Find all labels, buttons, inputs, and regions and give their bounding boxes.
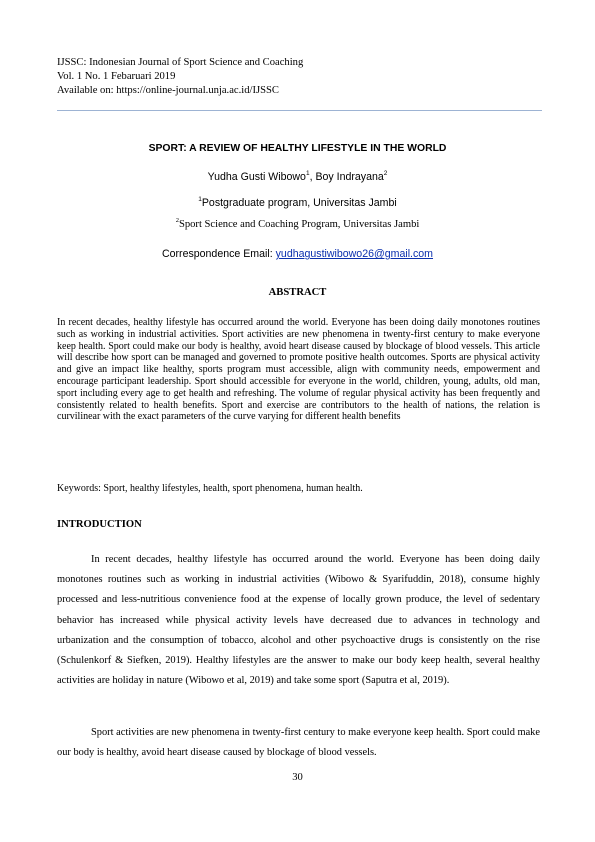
introduction-paragraph: Sport activities are new phenomena in twenty-first century to make everyone keep health. Sport could make our body is healthy, avoid heart disease caused by blockage of blood vessels. <box>57 727 540 759</box>
correspondence-email-link[interactable]: yudhagustiwibowo26@gmail.com <box>275 248 434 260</box>
correspondence <box>0 248 595 260</box>
correspondence-label: Correspondence Email: <box>161 248 276 260</box>
author-superscript: 2 <box>383 170 388 177</box>
header-divider <box>57 110 542 111</box>
abstract-body: In recent decades, healthy lifestyle has occurred around the world. Everyone has been doing daily monotones routines such as working in industrial activities. Sport activities are new phenomena in twenty-first century to make everyone keep health. Sport could make our body is healthy, avoid heart disease caused by blockage of blood vessels. This article will describe how sport can be managed and governed to promote positive health outcomes. Sports are physical activity and give an impact like healthy, sports program must accessible, align with community needs, empowerment and encourage participant leadership. Sport should accessible for everyone in the world, children, young, adults, old man, sport including every age to get health and refreshing. The volume of regular physical activity has been frequently and consistently related to health benefits. Sport and exercise are contributors to the health of nations, the relation is curvilinear with the exact parameters of the curve varying for different health benefits <box>57 317 540 423</box>
article-title: SPORT: A REVIEW OF HEALTHY LIFESTYLE IN THE WORLD <box>148 143 447 154</box>
affiliation-text: Sport Science and Coaching Program, Universitas Jambi <box>178 219 420 230</box>
affiliation-superscript: 2 <box>175 217 179 224</box>
introduction-paragraph: In recent decades, healthy lifestyle has occurred around the world. Everyone has been doing daily monotones routines such as working in industrial activities (Wibowo & Syarifuddin, 2018), consume highly processed and less-nutritious convenience food at the expense of locally grown produce, the level of sedentary behavior has increased while physical activity levels have decreased due to advances in technology and urbanization and the consumption of tobacco, alcohol and other psychoactive drugs is consistently on the rise (Schulenkorf & Siefken, 2019). Healthy lifestyles are the answer to make our body keep health, several healthy activities are holiday in nature (Wibowo et al, 2019) and take some sport (Saputra et al, 2019). <box>57 554 540 687</box>
journal-volume: Vol. 1 No. 1 Febaruari 2019 <box>57 71 176 82</box>
page-number: 30 <box>292 772 303 783</box>
affiliation-1 <box>0 197 595 209</box>
keywords: Keywords: Sport, healthy lifestyles, health, sport phenomena, human health. <box>57 483 363 494</box>
author-line <box>0 171 595 183</box>
affiliation-text: Postgraduate program, Universitas Jambi <box>201 197 397 209</box>
introduction-heading: INTRODUCTION <box>57 519 142 530</box>
journal-availability: Available on: https://online-journal.unja.ac.id/IJSSC <box>57 85 279 96</box>
author-superscript: 1 <box>305 170 310 177</box>
abstract-heading: ABSTRACT <box>268 287 327 298</box>
journal-name: IJSSC: Indonesian Journal of Sport Science and Coaching <box>57 57 304 68</box>
journal-header <box>57 56 303 98</box>
author-name: , Boy Indrayana <box>309 171 384 183</box>
affiliation-superscript: 1 <box>198 196 202 203</box>
author-name: Yudha Gusti Wibowo <box>207 171 306 183</box>
affiliation-2 <box>0 219 595 230</box>
